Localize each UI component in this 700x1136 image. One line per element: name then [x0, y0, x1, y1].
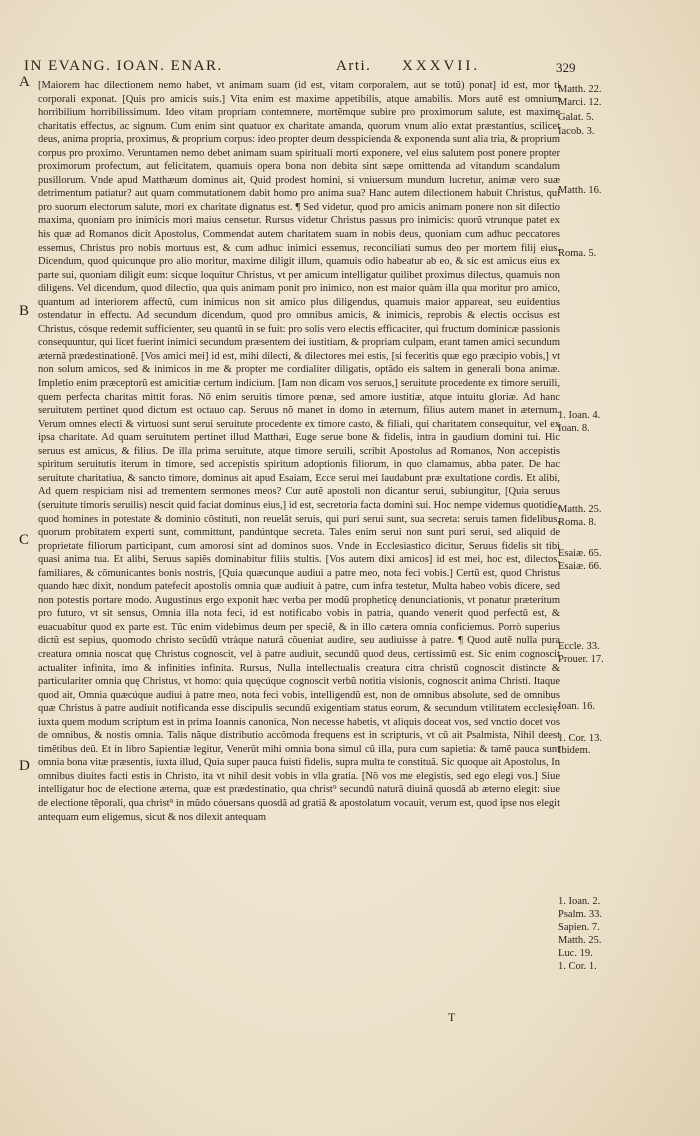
- margin-ref: Sapien. 7.: [558, 922, 600, 933]
- margin-ref: Matth. 25.: [558, 504, 602, 515]
- margin-ref: Ibidem.: [558, 745, 591, 756]
- margin-ref: 1. Ioan. 4.: [558, 410, 601, 421]
- margin-ref: 1. Cor. 1.: [558, 961, 597, 972]
- margin-ref: Roma. 8.: [558, 517, 597, 528]
- margin-ref: Matth. 25.: [558, 935, 602, 946]
- margin-ref: Ioan. 8.: [558, 423, 590, 434]
- margin-ref: Galat. 5.: [558, 112, 594, 123]
- catchword: T: [448, 1010, 456, 1024]
- header-title: IN EVANG. IOAN. ENAR.: [24, 58, 223, 74]
- margin-ref: Roma. 5.: [558, 248, 597, 259]
- section-letter-a: A: [19, 74, 30, 90]
- header-article-number: XXXVII.: [402, 58, 481, 74]
- margin-ref: Eccle. 33.: [558, 641, 600, 652]
- margin-ref: Prouer. 17.: [558, 654, 604, 665]
- margin-ref: Luc. 19.: [558, 948, 593, 959]
- commentary-text: [38, 79, 560, 824]
- margin-ref: Ioan. 16.: [558, 701, 596, 712]
- margin-ref: Matth. 22.: [558, 84, 602, 95]
- margin-ref: 1. Ioan. 2.: [558, 896, 601, 907]
- margin-ref: Esaiæ. 66.: [558, 561, 602, 572]
- margin-ref: Iacob. 3.: [558, 126, 595, 137]
- margin-ref: Esaiæ. 65.: [558, 548, 602, 559]
- margin-ref: Matth. 16.: [558, 185, 602, 196]
- header-article-label: Arti.: [336, 58, 372, 74]
- margin-ref: 1. Cor. 13.: [558, 733, 603, 744]
- margin-ref: Psalm. 33.: [558, 909, 603, 920]
- section-letter-d: D: [19, 758, 30, 774]
- commentary-paragraph: [Maiorem hac dilectionem nemo habet, vt animam suam (id est, vitam corporalem, aut se totũ) ponat] id est, mor ti corporali exponat. [Quis pro amicis suis.] Vita enim est maxime appetibilis, atque amabilis. Mors autẽ est omnium horribilium horribilissimum. Ideo vitam propriam contemnere, mortẽmque subire pro proximorum salute, est maxime charitatis effectus, ac signum. Cum enim sint quatuor ex charitate amanda, quorum vnum alio extat præstantius, scilicet deus, anima propria, proximus, & proprium corpus: ideo propter deum desspicienda & exponenda sunt alia tria, & proprium corpus pro proximo. Veruntamen nemo debet animam suam spirituali morti exponere, vel eius salutem post ponere propter proximorum profectum, aut felicitatem, quamuis opera bona non debita sint sæpe omittenda ad vitandum scandalum pusillorum. Vnde apud Matthæum dominus ait, Quid prodest homini, si vniuersum mundum lucretur, animæ vero suæ detrimentum patiatur? aut quam commutationem dabit homo pro anima sua? Hanc autem dilectionem habuit Christus, qui pro suorum electorum salute, mori ex charitate dignatus est. ¶ Sed videtur, quod pro amicis animam ponere non sit dilectio maxima, quoniam pro inimicis mori maius censetur. Rursus videtur Christus passus pro inimicis: quorũ vtrunque patet ex his quæ ad Romanos dicit Apostolus, Commendat autem charitatem suam in nobis deus, quoniam cum adhuc peccatores essemus, Christus pro nobis mortuus est, & cum adhuc inimici essemus, reconciliati sumus deo per mortem filij eius. Dicendum, quod quicunque pro alio moritur, maxime diligit illum, quamuis odio habeatur ab eo, & sic est amicus eius ex parte sui, quoniam diligit eum: sicque loquitur Christus, vt per amicum intelligatur quilibet proximus dilectus, quamuis non diligens. Vel dicendum, quod dilectio, qua quis animam ponit pro inimico, non est maior quàm illa qua moritur pro amico, quantum ad interiorem affectũ, cum inimicus non sit amico plus diligendus, quamuis maior appareat, seu euidentius ostendatur in effectu. Ad secundum dicendum, quod pro omnibus amicis, & inimicis, reprobis & electis occisus est Christus, cósque redemit sufficienter, seu quantũ in se fuit: pro solis vero electis efficaciter, qui fructum dominicæ passionis consequuntur, qui licet fuerint inimici secundum præsentem dei iustitiam, & propriam culpam, erant tamen amici secundum æternã prædestinationẽ. [Vos amici mei] id est, mihi dilecti, & dilectores mei estis, [si feceritis quæ ego præcipio vobis,] vt non solum amicos, sed & inimicos in me & propter me cordialiter diligatis, optãdo eis saltem in generali bona animæ. Impletio enim præceptorũ est amicitiæ certum indicium. [Iam non dicam vos seruos,] seruitute procedente ex timore seruili, quem perfecta charitas mittit foras. Nõ enim seruitis timore pœnæ, sed amore iustitiæ, atque intuitu gloriæ. Ad hanc seruitutem pertinet quod dictum est octauo cap. Seruus nõ manet in domo in æternum, filius autem manet in æternum. Verum omnes electi & virtuosi sunt serui seruitute procedente ex timore casto, & filiali, qui charitatem consequitur, vel ex ipsa charitate. Ad quam seruitutem pertinet illud Matthæi, Euge serue bone & fidelis, intra in gaudium domini tui. Hic seruus est amicus, & filius. De illa prima seruitute, atque timore seruili, scribit Apostolus ad Romanos, Non accepistis spiritum seruitutis iterum in timore, sed accepistis spiritum adoptionis filiorum, in quo clamamus, abba pater. De hac seruitute charitatiua, & sancto timore, dominus ait apud Esaiam, Ecce serui mei laudabunt præ exultatione cordis. Et alibi, Ad quem respiciam nisi ad trementem sermones meos? Cur autẽ apostoli non dicantur serui, subiungitur, [Quia seruus (seruitute timoris seruilis) nescit quid faciat dominus eius,] id est, secretoria facta domini sui. Hoc nempe videmus quotidie, quod homines in potestate & dominio cõstituti, non reuelãt seruis, qui puri serui sunt, sua secreta: seruis tamen fidelibus, quorum probitatem experti sunt, committunt, pandúntque secreta. Tales enim serui non sunt puri serui, sed aliquid de proprietate filiorum participant, cum amorosi sint ad dominos suos. Vnde in Ecclesiastico dicitur, Seruus fidelis sit tibi quasi anima tua. Et alibi, Seruus sapiẽs dominabitur filiis stultis. [Vos autem dixi amicos] id est mei, hoc est, dilectos, familiares, & cõmunicantes bonis nostris, [Quia quæcunque audiui a patre meo, nota feci vobis.] Certũ est, quod Christus quando hæc dixit, nondum patefecit apostolis omnia quæ audiuit à patre, cum infra testetur, Multa habeo vobis dicere, sed non potestis portare modo. Augustinus ergo exponit hæc verba per modũ propheticę denunciationis, vt ponatur præteritum pro futuro, vt sit sensus, Omnia illa nota feci, id est notificabo vobis in patria, quando venerit quod perfectũ est, & euacuabitur quod ex parte est. Tũc enim videbimus deum per speciẽ, & in illo cætera omnia conficiemus. Porrò superius dictũ est sepius, quomodo christo secũdũ vtràque naturã cõueniat audire, seu audiuisse à patre. ¶ Quod autẽ nulla pura creatura omnia noscat quę Christus cognoscit, vel à patre audiuit, secundũ quod deus, certissimũ est. Sic enim cognoscit actualiter infinita, imo & infinities infinita. Rursus, Nulla intellectualis creatura citra christũ cognoscit distincte & particulariter omnia quę Christus, vt homo: quia quęcúque cognoscit verbũ notitia visionis, cognoscit anima Christi. Itaque quod ait, Omnia quæcúque audiui à patre meo, nota feci vobis, intelligendũ est, non de omnibus absolute, sed de omnibus quæ Christus à patre audiuit notificanda esse discipulis secundũ exigentiam status eorum, & secundum vtilitatem ecclesię: iuxta quem modum scriptum est in prima Ioannis canonica, Non necesse habetis, vt aliquis doceat vos, sed vnctio docet vos de omnibus, & nostis omnia. Talis nãque distributio accõmoda frequens est in scripturis, vt cũ ait Psalmista, Nihil deest timẽtibus deũ. Et in libro Sapientiæ legitur, Venerũt mihi omnia bona simul cũ illa, pura cum sapietia: & tamẽ pauca sunt omnia bona vitæ præsentis, iuxta illud, Quia super pauca fuisti fidelis, supra multa te constituã. Sic quoque ait Apostolus, In omnibus diuites facti estis in Christo, ita vt nihil desit vobis in vlla gratia. [Nõ vos me elegistis, sed ego elegi vos.] Siue intelligatur hoc de electione æterna, quæ est prædestinatio, qua christ⁹ secundũ naturã diuinã quosdã ab æterno elegit: siue de electione tẽporali, qua christ⁹ in mũdo cóuersans quosdã ad gratiã & apostolatum vocauit, verum est, quod ipse nos elegit antequam eum eligemus, sicut & nos dilexit antequam: [38, 80, 560, 823]
- margin-ref: Marci. 12.: [558, 97, 602, 108]
- section-letter-c: C: [19, 532, 30, 548]
- page-number: 329: [556, 60, 576, 75]
- section-letter-b: B: [19, 303, 30, 319]
